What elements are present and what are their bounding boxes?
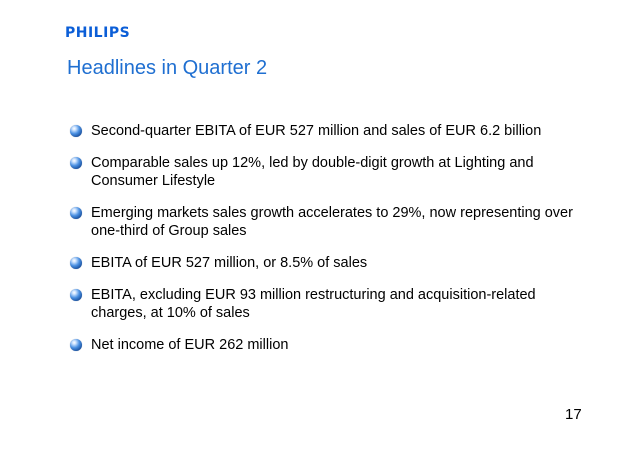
page-number: 17	[565, 406, 582, 423]
philips-logo: PHILIPS	[65, 25, 131, 41]
list-item-text: Comparable sales up 12%, led by double-digit growth at Lighting and Consumer Lifestyle	[91, 155, 534, 189]
list-item	[68, 122, 588, 140]
list-item-text: EBITA of EUR 527 million, or 8.5% of sales	[91, 255, 368, 271]
bullet-sphere-icon	[70, 289, 82, 301]
list-item-text: Emerging markets sales growth accelerates to 29%, now representing over one-third of Group sales	[91, 205, 573, 239]
list-item-text: Net income of EUR 262 million	[91, 337, 289, 353]
list-item	[68, 204, 588, 240]
bullet-sphere-icon	[70, 157, 82, 169]
list-item	[68, 336, 588, 354]
bullet-sphere-icon	[70, 125, 82, 137]
list-item-text: EBITA, excluding EUR 93 million restructuring and acquisition-related charges, at 10% of sales	[91, 287, 536, 321]
headline-list	[68, 122, 588, 368]
bullet-sphere-icon	[70, 339, 82, 351]
bullet-sphere-icon	[70, 207, 82, 219]
list-item	[68, 286, 588, 322]
list-item	[68, 254, 588, 272]
list-item-text: Second-quarter EBITA of EUR 527 million and sales of EUR 6.2 billion	[91, 123, 542, 139]
slide-title: Headlines in Quarter 2	[67, 57, 268, 79]
bullet-sphere-icon	[70, 257, 82, 269]
list-item	[68, 154, 588, 190]
